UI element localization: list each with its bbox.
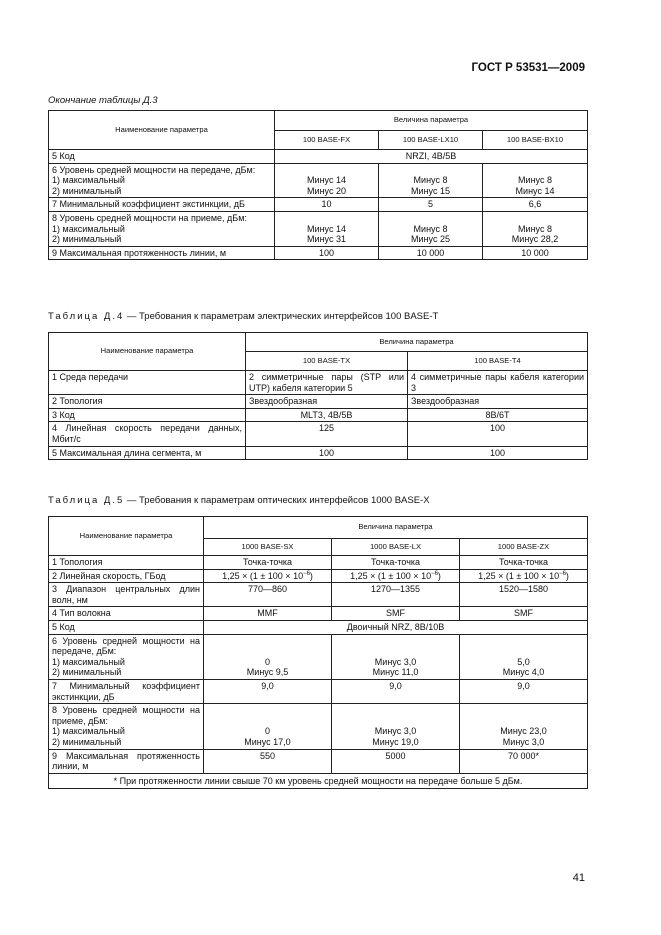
table-footnote-row <box>49 773 588 789</box>
row-label: 8 Уровень средней мощности на приеме, дБм: 1) максимальный 2) минимальный <box>49 704 204 749</box>
row-label: 1 Среда передачи <box>49 371 246 395</box>
row-label: 3 Код <box>49 408 246 422</box>
column-header: 1000 BASE-LX <box>332 539 460 556</box>
cell-value: NRZI, 4В/5В <box>275 150 588 164</box>
column-header-param: Наименование параметра <box>49 111 275 150</box>
row-label: 4 Линейная скорость передачи данных, Мбит/с <box>49 422 246 446</box>
cell-value: Точка-точка <box>332 556 460 570</box>
table-row <box>49 395 588 409</box>
cell-value: Минус 14 Минус 31 <box>275 211 379 246</box>
cell-value: 9,0 <box>204 679 332 703</box>
cell-value: 9,0 <box>460 679 588 703</box>
table-row <box>49 422 588 446</box>
page-number: 41 <box>572 872 585 884</box>
row-label: 5 Код <box>49 620 204 634</box>
column-header: 100 BASE-T4 <box>408 352 588 371</box>
caption-text: — Требования к параметрам оптических интерфейсов 1000 BASE-X <box>124 495 430 506</box>
table-footnote: * При протяженности линии свыше 70 км уровень средней мощности на передаче больше 5 дБм. <box>49 773 588 789</box>
cell-value: 770—860 <box>204 583 332 607</box>
row-label: 2 Линейная скорость, ГБод <box>49 569 204 583</box>
row-label: 8 Уровень средней мощности на приеме, дБм: 1) максимальный 2) минимальный <box>49 211 275 246</box>
column-header-group: Величина параметра <box>246 333 588 352</box>
cell-value: SMF <box>460 607 588 621</box>
caption-text: — Требования к параметрам электрических интерфейсов 100 BASE-T <box>124 311 439 322</box>
table-row <box>49 679 588 703</box>
cell-value: $1,25 \times (1 \pm 100 \times 10^{-6})$ <box>204 569 332 583</box>
table-row <box>49 163 588 198</box>
table-d4 <box>48 332 588 460</box>
cell-value: 5,0 Минус 4,0 <box>460 634 588 679</box>
cell-value: Звездообразная <box>408 395 588 409</box>
cell-value: 5000 <box>332 749 460 773</box>
table-d5 <box>48 516 588 789</box>
table-row <box>49 556 588 570</box>
cell-value: $1,25 \times (1 \pm 100 \times 10^{-6})$ <box>332 569 460 583</box>
table-d4-caption <box>48 311 438 322</box>
table-row <box>49 607 588 621</box>
row-label: 9 Максимальная протяженность линии, м <box>49 749 204 773</box>
column-header-param: Наименование параметра <box>49 333 246 371</box>
cell-value: SMF <box>332 607 460 621</box>
table-row <box>49 569 588 583</box>
cell-value: 2 симметричные пары (STP или UTP) кабеля категории 5 <box>246 371 408 395</box>
cell-value: 1520—1580 <box>460 583 588 607</box>
row-label: 1 Топология <box>49 556 204 570</box>
table-d3 <box>48 110 588 260</box>
row-label: 9 Максимальная протяженность линии, м <box>49 246 275 260</box>
row-label: 2 Топология <box>49 395 246 409</box>
cell-value: Двоичный NRZ, 8В/10В <box>204 620 588 634</box>
table-row <box>49 749 588 773</box>
cell-value: 5 <box>379 198 483 212</box>
table-d5-caption <box>48 495 430 506</box>
cell-value: Минус 8 Минус 28,2 <box>483 211 588 246</box>
row-label: 4 Тип волокна <box>49 607 204 621</box>
row-label: 3 Диапазон центральных длин волн, нм <box>49 583 204 607</box>
table-row <box>49 408 588 422</box>
cell-value: 1270—1355 <box>332 583 460 607</box>
cell-value: 100 <box>408 446 588 460</box>
row-label: 7 Минимальный коэффициент экстинкции, дБ <box>49 679 204 703</box>
column-header: 100 BASE-LX10 <box>379 131 483 150</box>
table-row <box>49 620 588 634</box>
table-row <box>49 211 588 246</box>
table-row <box>49 371 588 395</box>
cell-value: 100 <box>246 446 408 460</box>
cell-value: 100 <box>408 422 588 446</box>
cell-value: 0 Минус 9,5 <box>204 634 332 679</box>
cell-value: 10 <box>275 198 379 212</box>
table-row <box>49 150 588 164</box>
cell-value: $1,25 \times (1 \pm 100 \times 10^{-6})$ <box>460 569 588 583</box>
cell-value: 100 <box>275 246 379 260</box>
column-header-group: Величина параметра <box>275 111 588 131</box>
caption-label: Таблица Д.5 <box>48 495 125 506</box>
column-header: 1000 BASE-SX <box>204 539 332 556</box>
cell-value: Минус 3,0 Минус 11,0 <box>332 634 460 679</box>
cell-value: 4 симметричные пары кабеля категории 3 <box>408 371 588 395</box>
table-row <box>49 704 588 749</box>
table-d3-caption: Окончание таблицы Д.3 <box>48 95 158 106</box>
column-header: 100 BASE-BX10 <box>483 131 588 150</box>
column-header: 100 BASE-FX <box>275 131 379 150</box>
cell-value: 125 <box>246 422 408 446</box>
cell-value: 550 <box>204 749 332 773</box>
cell-value: 9,0 <box>332 679 460 703</box>
cell-value: 6,6 <box>483 198 588 212</box>
cell-value: Минус 3,0 Минус 19,0 <box>332 704 460 749</box>
cell-value: Минус 23,0 Минус 3,0 <box>460 704 588 749</box>
cell-value: Точка-точка <box>460 556 588 570</box>
column-header: 1000 BASE-ZX <box>460 539 588 556</box>
cell-value: 70 000* <box>460 749 588 773</box>
cell-value: 8В/6Т <box>408 408 588 422</box>
table-row <box>49 446 588 460</box>
row-label: 5 Максимальная длина сегмента, м <box>49 446 246 460</box>
table-row <box>49 634 588 679</box>
cell-value: MLT3, 4В/5В <box>246 408 408 422</box>
cell-value: Минус 8 Минус 25 <box>379 211 483 246</box>
table-row <box>49 246 588 260</box>
cell-value: MMF <box>204 607 332 621</box>
cell-value: Минус 8 Минус 14 <box>483 163 588 198</box>
column-header-group: Величина параметра <box>204 517 588 539</box>
row-label: 7 Минимальный коэффициент экстинкции, дБ <box>49 198 275 212</box>
cell-value: Точка-точка <box>204 556 332 570</box>
caption-label: Таблица Д.4 <box>48 311 125 322</box>
cell-value: 0 Минус 17,0 <box>204 704 332 749</box>
cell-value: 10 000 <box>379 246 483 260</box>
table-row <box>49 583 588 607</box>
cell-value: 10 000 <box>483 246 588 260</box>
row-label: 6 Уровень средней мощности на передаче, дБм: 1) максимальный 2) минимальный <box>49 634 204 679</box>
cell-value: Звездообразная <box>246 395 408 409</box>
row-label: 6 Уровень средней мощности на передаче, дБм: 1) максимальный 2) минимальный <box>49 163 275 198</box>
column-header-param: Наименование параметра <box>49 517 204 556</box>
table-row <box>49 198 588 212</box>
column-header: 100 BASE-TX <box>246 352 408 371</box>
cell-value: Минус 14 Минус 20 <box>275 163 379 198</box>
cell-value: Минус 8 Минус 15 <box>379 163 483 198</box>
document-header: ГОСТ Р 53531—2009 <box>471 62 585 74</box>
row-label: 5 Код <box>49 150 275 164</box>
